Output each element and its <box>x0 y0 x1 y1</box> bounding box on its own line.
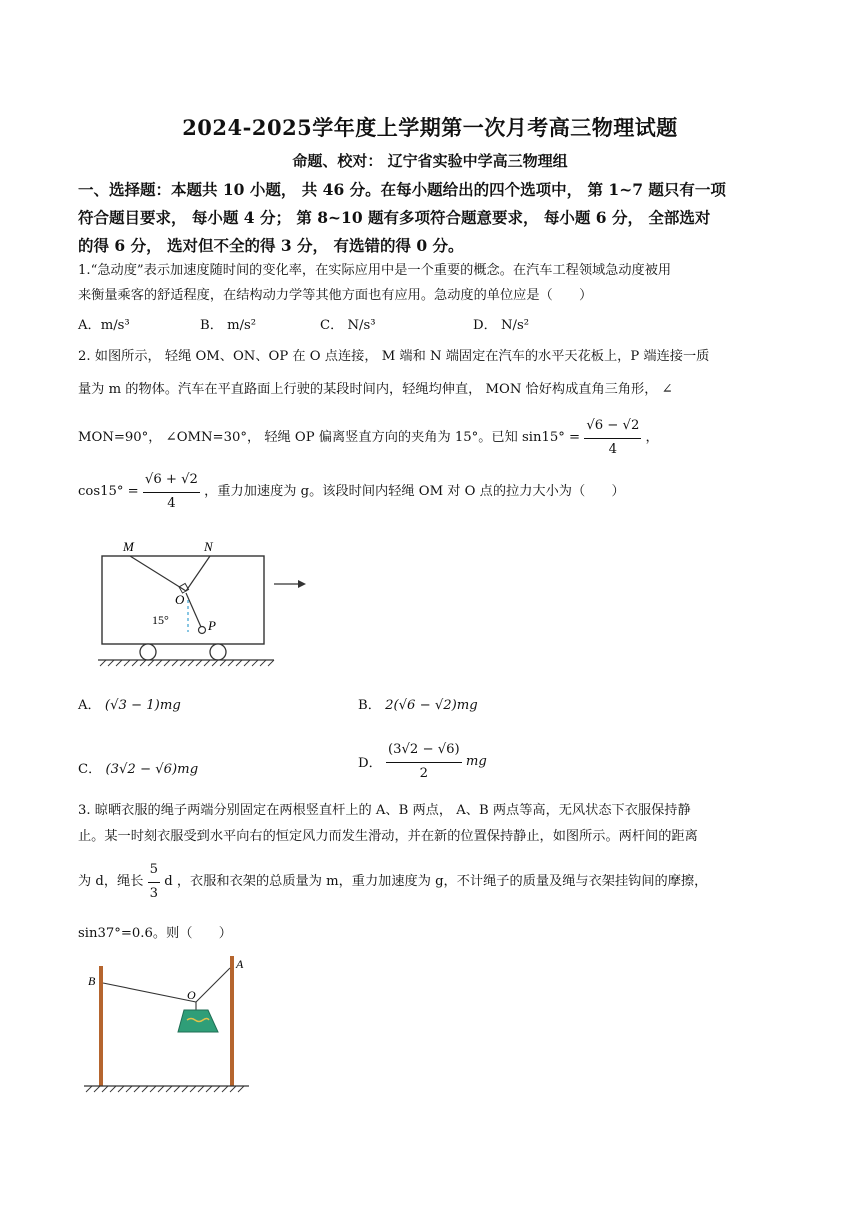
question-3 <box>78 798 788 850</box>
fraction-numerator: (3√2 − √6) <box>386 738 462 763</box>
cos15-fraction <box>143 468 200 515</box>
label-p: P <box>208 618 216 633</box>
question-2 <box>78 340 788 406</box>
rope-oa <box>196 968 230 1002</box>
question-text-line: 1.“急动度”表示加速度随时间的变化率，在实际应用中是一个重要的概念。在汽车工程领域急动度被用 <box>78 263 672 278</box>
label-o: O <box>187 988 196 1002</box>
question-text: d ，衣服和衣架的总质量为 m，重力加速度为 g，不计绳子的质量及绳与衣架挂钩间的摩擦， <box>164 874 708 889</box>
fraction-denominator: 4 <box>167 496 176 511</box>
arrow-head <box>298 580 306 588</box>
section-line: 一、选择题：本题共 10 小题， 共 46 分。在每小题给出的四个选项中， 第 1~7 题只有一项 <box>78 180 726 199</box>
option-d-fraction <box>386 738 462 785</box>
rope-om <box>130 556 186 591</box>
rope-op <box>186 593 201 627</box>
rope-length-fraction <box>148 858 160 905</box>
option-label: B． <box>358 698 381 713</box>
question-2-line-3 <box>78 414 659 461</box>
rope-bo <box>103 983 196 1002</box>
option-text: m/s³ <box>100 318 130 333</box>
section-instructions <box>78 176 788 260</box>
option-label: A． <box>78 698 101 713</box>
option-label: C． <box>320 318 344 333</box>
option-text: 2(√6 − √2)mg <box>385 698 478 713</box>
pole-b <box>99 966 103 1086</box>
option-text: N/s³ <box>347 318 376 333</box>
question-text: MON=90°， ∠OMN=30°， 轻绳 OP 偏离竖直方向的夹角为 15°。已知 sin15° = <box>78 430 581 445</box>
question-text: ，重力加速度为 g。该段时间内轻绳 OM 对 O 点的拉力大小为（ ） <box>204 484 625 499</box>
option-label: D． <box>473 318 497 333</box>
fraction-numerator: √6 − √2 <box>584 414 641 439</box>
option-label: A． <box>78 318 101 333</box>
label-b: B <box>88 974 96 988</box>
fraction-numerator: √6 + √2 <box>143 468 200 493</box>
car-wheel-right <box>210 644 226 660</box>
option-label: D． <box>358 756 382 771</box>
question-text: ， <box>645 430 659 445</box>
option-a[interactable] <box>78 694 181 713</box>
pole-a <box>230 956 234 1086</box>
option-text: m/s² <box>227 318 257 333</box>
option-c[interactable] <box>78 758 198 777</box>
question-text-line: 3. 晾晒衣服的绳子两端分别固定在两根竖直杆上的 A、B 两点， A、B 两点等高，无风状态下衣服保持静 <box>78 803 691 818</box>
option-text: (√3 − 1)mg <box>104 698 181 713</box>
option-b[interactable] <box>358 694 478 713</box>
option-a[interactable] <box>78 314 130 333</box>
question-2-line-4 <box>78 468 625 515</box>
question-text-line: 2. 如图所示， 轻绳 OM、ON、OP 在 O 点连接， M 端和 N 端固定在汽车的水平天花板上，P 端连接一质 <box>78 349 710 364</box>
section-line: 的得 6 分， 选对但不全的得 3 分， 有选错的得 0 分。 <box>78 236 464 255</box>
sin15-fraction <box>584 414 641 461</box>
ground-hatching <box>86 1086 244 1092</box>
question-text-line: 止。某一时刻衣服受到水平向右的恒定风力而发生滑动，并在新的位置保持静止，如图所示。两杆间的距离 <box>78 829 698 844</box>
fraction-denominator: 3 <box>149 886 158 901</box>
fraction-denominator: 4 <box>608 442 618 457</box>
option-text: (3√2 − √6)mg <box>105 762 199 777</box>
option-label: C． <box>78 762 102 777</box>
car-wheel-left <box>140 644 156 660</box>
mass-p <box>199 627 206 634</box>
question-1 <box>78 258 788 308</box>
fraction-denominator: 2 <box>419 766 429 781</box>
ground-hatching <box>100 660 274 666</box>
option-d[interactable] <box>473 314 529 333</box>
question-text: 为 d，绳长 <box>78 874 144 889</box>
section-line: 符合题目要求， 每小题 4 分； 第 8~10 题有多项符合题意要求， 每小题 6 分， 全部选对 <box>78 208 711 227</box>
page-title: 2024-2025学年度上学期第一次月考高三物理试题 <box>182 115 678 140</box>
question-text-line: 来衡量乘客的舒适程度，在结构动力学等其他方面也有应用。急动度的单位应是（ ） <box>78 288 593 303</box>
page-subtitle: 命题、校对： 辽宁省实验中学高三物理组 <box>292 152 568 170</box>
clothesline-figure <box>84 954 254 1094</box>
option-d[interactable] <box>358 738 487 785</box>
option-label: B． <box>200 318 223 333</box>
question-text-line: 量为 m 的物体。汽车在平直路面上行驶的某段时间内，轻绳均伸直， MON 恰好构成直角三角形， ∠ <box>78 382 673 397</box>
car-rope-figure <box>92 536 312 668</box>
question-text: cos15° = <box>78 484 139 499</box>
option-text: N/s² <box>500 318 530 333</box>
question-3-line-3 <box>78 858 707 905</box>
option-text: mg <box>465 754 487 769</box>
angle-label: 15° <box>152 613 169 627</box>
option-c[interactable] <box>320 314 376 333</box>
label-o: O <box>175 592 185 607</box>
label-m: M <box>123 539 134 554</box>
label-n: N <box>204 539 213 554</box>
fraction-numerator: 5 <box>148 858 160 883</box>
rope-on <box>186 556 210 591</box>
option-b[interactable] <box>200 314 256 333</box>
label-a: A <box>236 957 244 971</box>
question-3-line-4: sin37°=0.6。则（ ） <box>78 926 232 941</box>
